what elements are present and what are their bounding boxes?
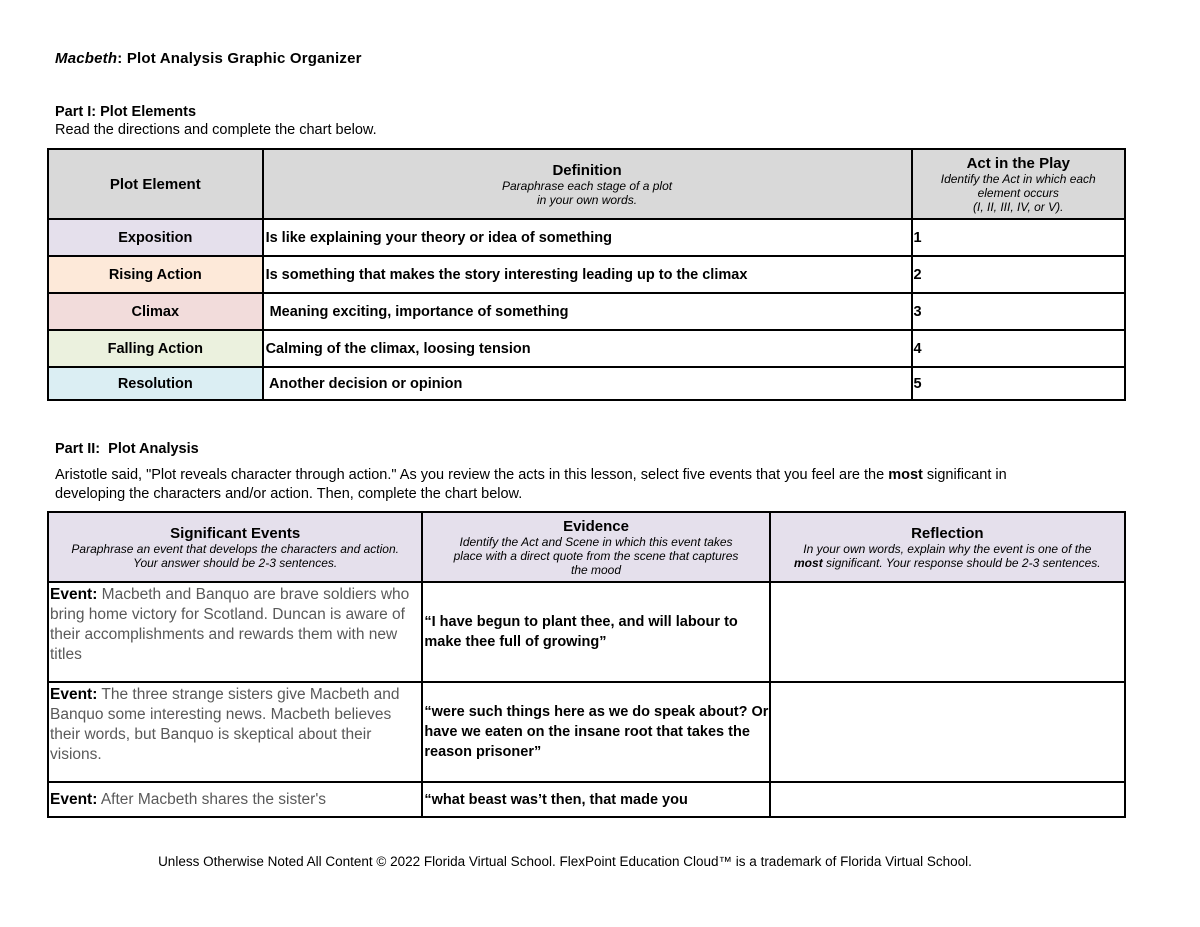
footer-copyright: Unless Otherwise Noted All Content © 2022 Florida Virtual School. FlexPoint Education Cloud™ is a trademark of Florida Virtual School. (158, 854, 972, 869)
plot-element-cell: Exposition (48, 219, 263, 256)
reflection-cell[interactable] (770, 782, 1125, 817)
definition-cell[interactable]: Calming of the climax, loosing tension (263, 330, 912, 367)
part1-heading: Part I: Plot Elements (55, 104, 197, 120)
reflection-cell[interactable] (770, 682, 1125, 782)
table-row (48, 293, 1125, 330)
table-row (48, 682, 1125, 782)
part1-directions: Read the directions and complete the chart below. (55, 122, 377, 138)
event-cell[interactable]: Event: The three strange sisters give Macbeth and Banquo some interesting news. Macbeth believes their words, but Banquo is skeptical about their visions. (48, 682, 422, 782)
table-row (48, 219, 1125, 256)
plot-elements-table (47, 148, 1126, 401)
header-plot-element: Plot Element (48, 149, 263, 219)
header-reflection: Reflection In your own words, explain why the event is one of the most significant. Your response should be 2-3 sentences. (770, 512, 1125, 582)
definition-cell[interactable]: Meaning exciting, importance of something (263, 293, 912, 330)
table-row (48, 782, 1125, 817)
table-row (48, 256, 1125, 293)
plot-element-cell: Rising Action (48, 256, 263, 293)
plot-element-cell: Climax (48, 293, 263, 330)
reflection-cell[interactable] (770, 582, 1125, 682)
table-row (48, 582, 1125, 682)
act-cell[interactable]: 1 (912, 219, 1126, 256)
part2-directions: Aristotle said, "Plot reveals character through action." As you review the acts in this lesson, select five events that you feel are the most significant in developing the characters and/or action. Then, complete the chart below. (55, 467, 1007, 502)
table-row (48, 330, 1125, 367)
act-cell[interactable]: 4 (912, 330, 1126, 367)
event-cell[interactable]: Event: After Macbeth shares the sister's (48, 782, 422, 817)
header-significant-events: Significant Events Paraphrase an event that develops the characters and action. Your answer should be 2-3 sentences. (48, 512, 422, 582)
act-cell[interactable]: 2 (912, 256, 1126, 293)
plot-element-cell: Resolution (48, 367, 263, 400)
definition-cell[interactable]: Is something that makes the story interesting leading up to the climax (263, 256, 912, 293)
table-row (48, 367, 1125, 400)
evidence-cell[interactable]: “what beast was’t then, that made you (422, 782, 769, 817)
event-cell[interactable]: Event: Macbeth and Banquo are brave soldiers who bring home victory for Scotland. Duncan is aware of their accomplishments and rewards them with new titles (48, 582, 422, 682)
header-definition: Definition Paraphrase each stage of a plot in your own words. (263, 149, 912, 219)
evidence-cell[interactable]: “were such things here as we do speak about? Or have we eaten on the insane root that takes the reason prisoner” (422, 682, 769, 782)
act-cell[interactable]: 3 (912, 293, 1126, 330)
definition-cell[interactable]: Is like explaining your theory or idea of something (263, 219, 912, 256)
evidence-cell[interactable]: “I have begun to plant thee, and will labour to make thee full of growing” (422, 582, 769, 682)
definition-cell[interactable]: Another decision or opinion (263, 367, 912, 400)
act-cell[interactable]: 5 (912, 367, 1126, 400)
header-act: Act in the Play Identify the Act in which each element occurs (I, II, III, IV, or V). (912, 149, 1126, 219)
page-title: Macbeth: Plot Analysis Graphic Organizer (55, 50, 362, 67)
plot-analysis-table (47, 511, 1126, 818)
plot-element-cell: Falling Action (48, 330, 263, 367)
header-evidence: Evidence Identify the Act and Scene in which this event takes place with a direct quote from the scene that captures the mood (422, 512, 769, 582)
part2-heading: Part II: Plot Analysis (55, 441, 199, 457)
